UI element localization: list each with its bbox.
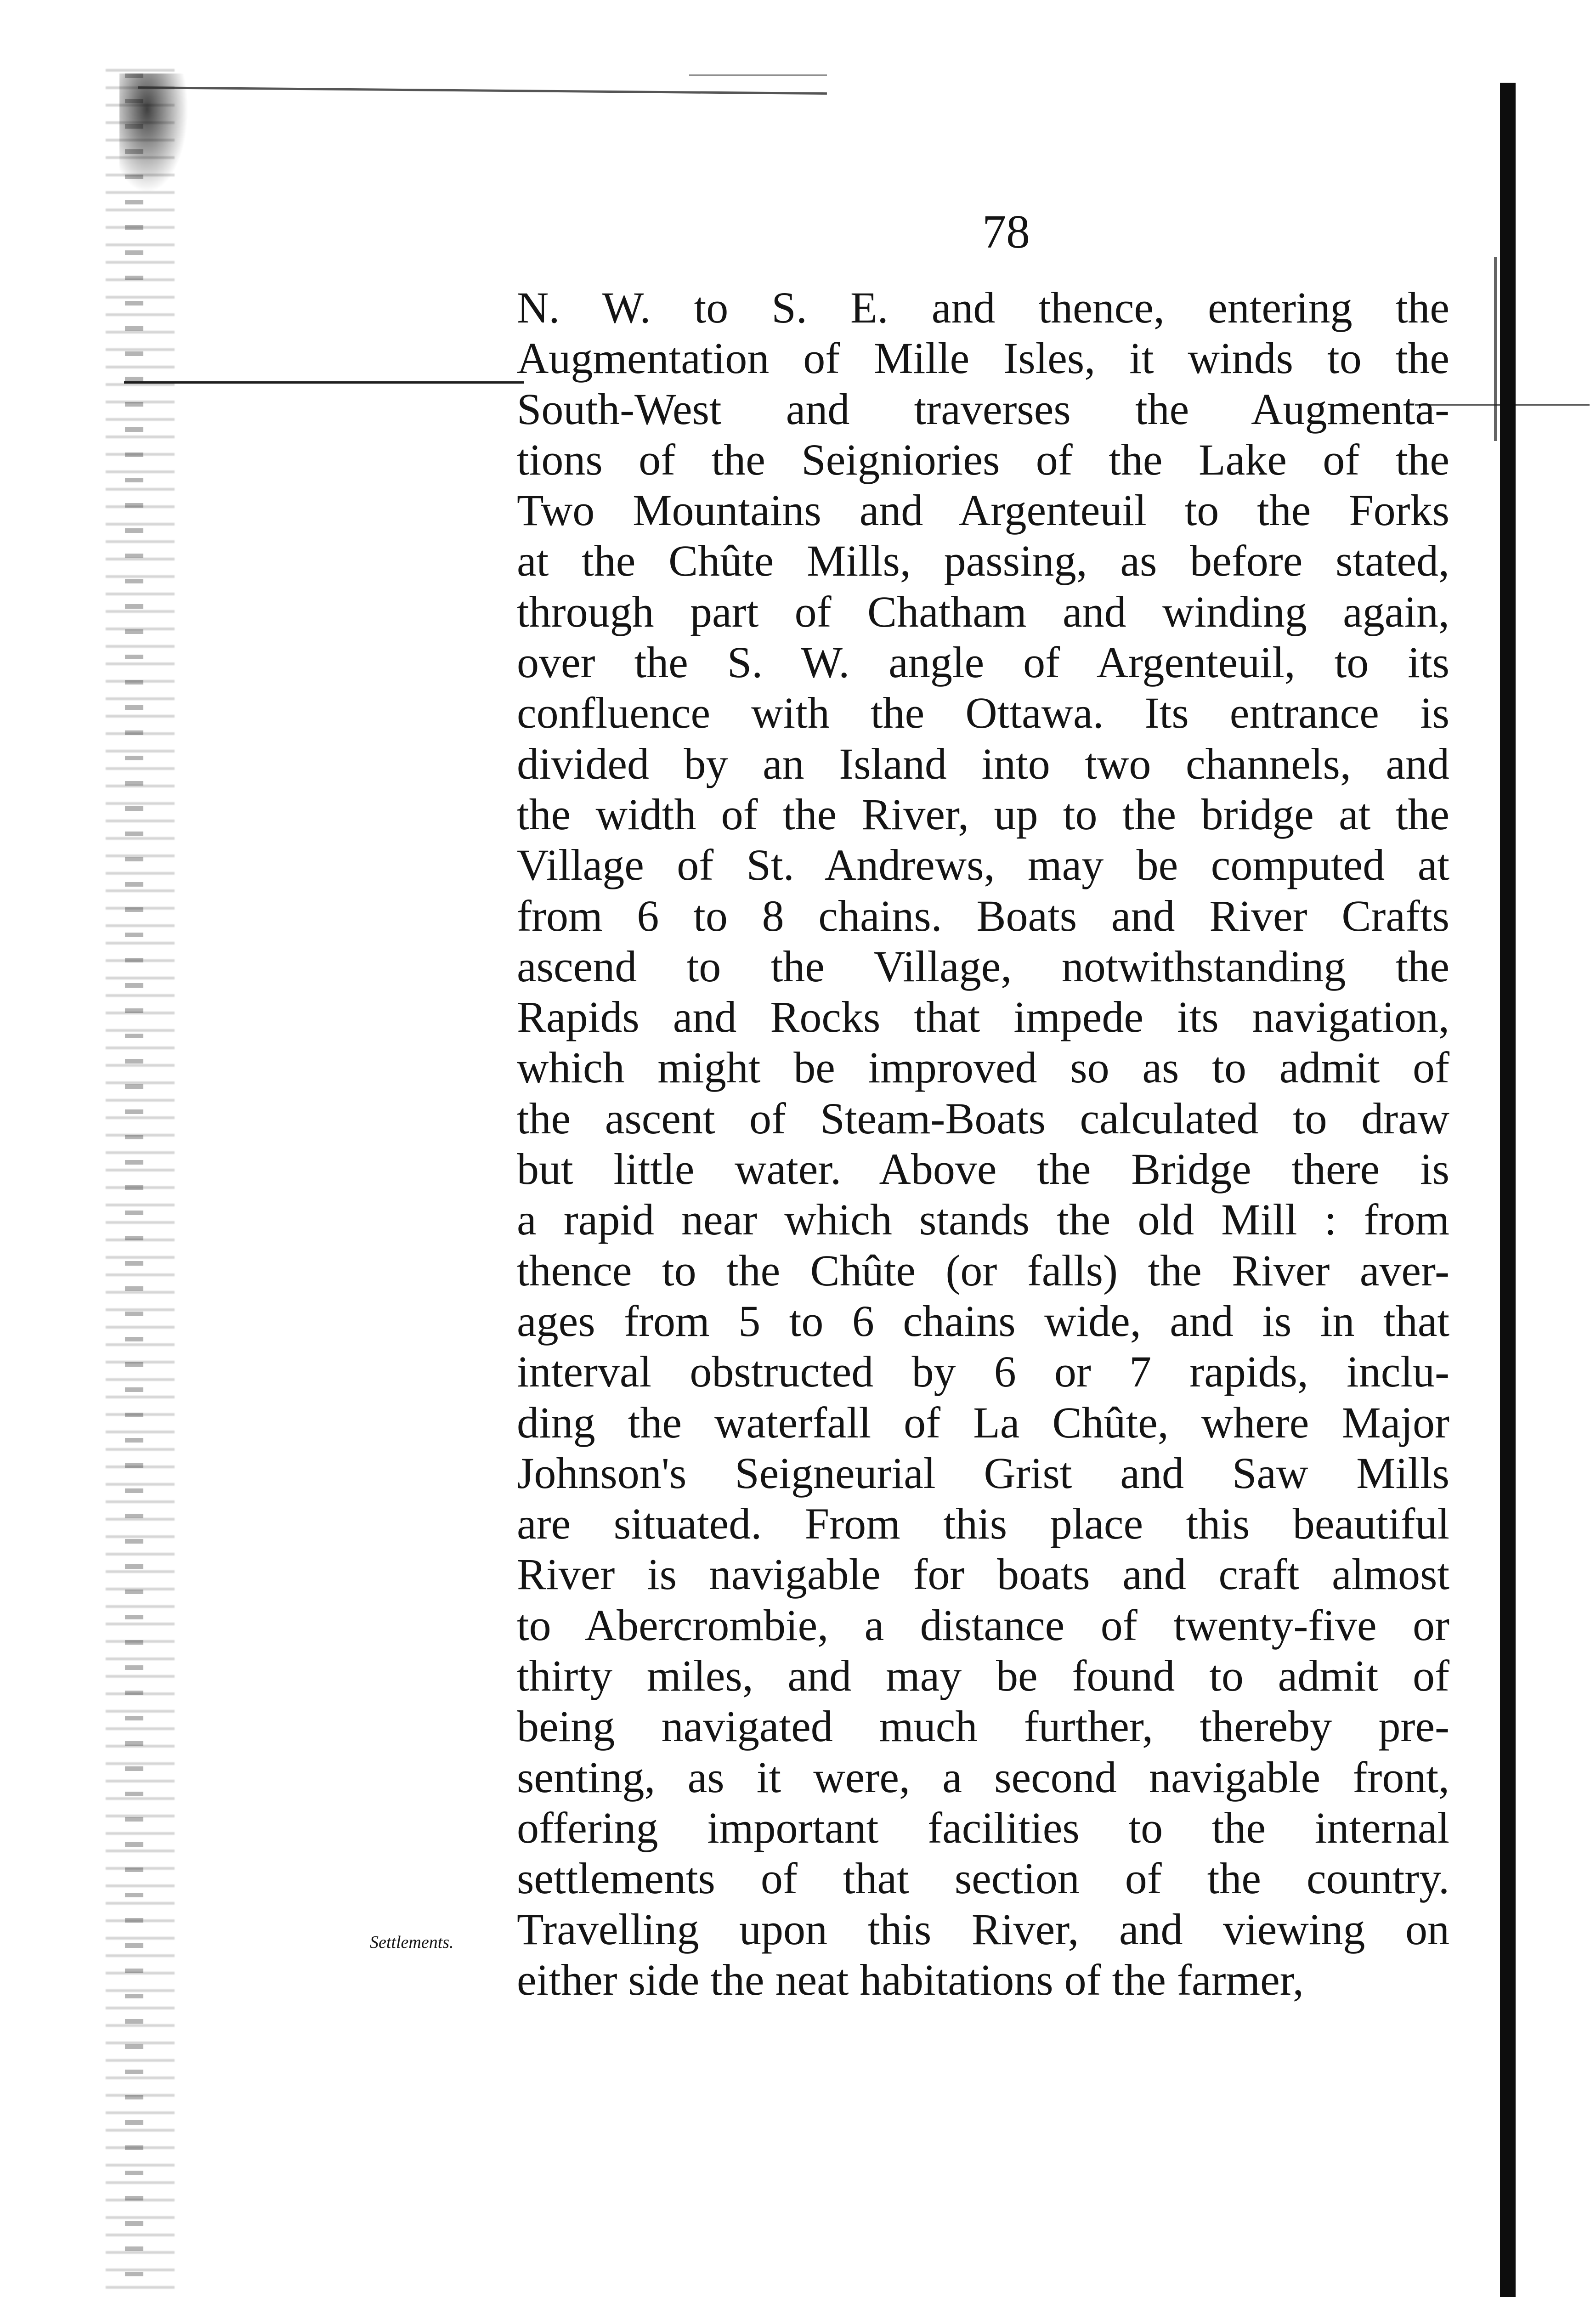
text-line: River is navigable for boats and craft almost — [517, 1550, 1449, 1599]
text-line: are situated. From this place this beautiful — [517, 1499, 1449, 1549]
text-line: through part of Chatham and winding again, — [517, 587, 1449, 636]
corner-smudge — [119, 74, 188, 193]
page-number: 78 — [982, 205, 1030, 258]
text-line: tions of the Seigniories of the Lake of the — [517, 435, 1449, 484]
top-border-rule-short — [689, 74, 827, 76]
text-line: from 6 to 8 chains. Boats and River Crafts — [517, 891, 1449, 940]
text-line: but little water. Above the Bridge there is — [517, 1144, 1449, 1194]
text-line: a rapid near which stands the old Mill : from — [517, 1195, 1449, 1245]
text-line: to Abercrombie, a distance of twenty-five or — [517, 1600, 1449, 1650]
right-edge-thin-bar — [1494, 257, 1497, 441]
text-line: thirty miles, and may be found to admit of — [517, 1651, 1449, 1701]
text-line: thence to the Chûte (or falls) the River aver- — [517, 1245, 1449, 1295]
text-line: offering important facilities to the internal — [517, 1803, 1449, 1852]
margin-note: Settlements. — [370, 1933, 454, 1952]
text-line: at the Chûte Mills, passing, as before stated, — [517, 536, 1449, 586]
text-line: the width of the River, up to the bridge at the — [517, 789, 1449, 839]
text-line: confluence with the Ottawa. Its entrance is — [517, 688, 1449, 738]
text-line: either side the neat habitations of the farmer, — [517, 1955, 1304, 2004]
text-line: ascend to the Village, notwithstanding the — [517, 941, 1449, 991]
text-line: the ascent of Steam-Boats calculated to draw — [517, 1093, 1449, 1143]
left-margin-rule — [124, 381, 524, 384]
binding-edge-marks — [125, 74, 143, 2297]
text-line: Rapids and Rocks that impede its navigation, — [517, 992, 1449, 1042]
text-line: N. W. to S. E. and thence, entering the — [517, 283, 1449, 332]
text-line: over the S. W. angle of Argenteuil, to its — [517, 638, 1449, 687]
body-text — [517, 283, 1449, 2005]
text-line: Travelling upon this River, and viewing on — [517, 1904, 1449, 1954]
text-line: Two Mountains and Argenteuil to the Forks — [517, 486, 1449, 535]
text-line: settlements of that section of the country. — [517, 1854, 1449, 1903]
text-line: ages from 5 to 6 chains wide, and is in that — [517, 1296, 1449, 1346]
top-border-rule — [138, 86, 827, 95]
text-line: senting, as it were, a second navigable front, — [517, 1752, 1449, 1802]
text-line: Augmentation of Mille Isles, it winds to the — [517, 334, 1449, 383]
text-line: interval obstructed by 6 or 7 rapids, inclu- — [517, 1347, 1449, 1397]
text-line: Johnson's Seigneurial Grist and Saw Mills — [517, 1448, 1449, 1498]
text-line: South-West and traverses the Augmenta- — [517, 384, 1449, 434]
right-edge-bar — [1500, 83, 1516, 2297]
text-line: divided by an Island into two channels, and — [517, 739, 1449, 788]
text-line: ding the waterfall of La Chûte, where Major — [517, 1397, 1449, 1447]
text-line: being navigated much further, thereby pre- — [517, 1702, 1449, 1751]
text-line: which might be improved so as to admit of — [517, 1043, 1449, 1092]
text-line: Village of St. Andrews, may be computed at — [517, 840, 1449, 890]
